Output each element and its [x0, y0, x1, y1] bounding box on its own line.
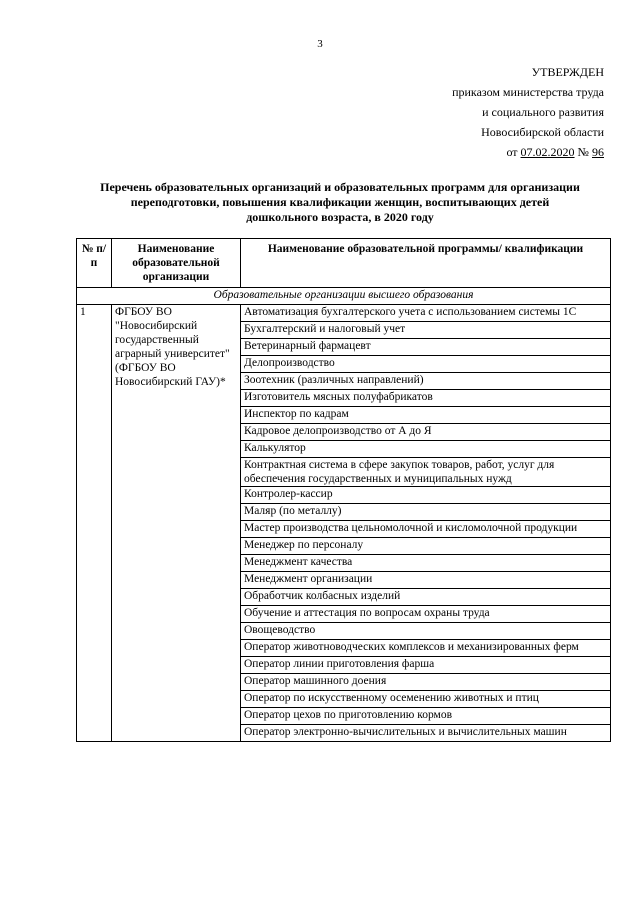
- order-number: 96: [592, 145, 604, 159]
- title-line: дошкольного возраста, в 2020 году: [246, 210, 434, 224]
- row-number: 1: [77, 305, 112, 742]
- document-title: [70, 180, 610, 225]
- table-row: [77, 305, 611, 322]
- approval-line: УТВЕРЖДЕН: [531, 65, 604, 79]
- approval-date-line: [452, 142, 604, 162]
- program-cell: Обработчик колбасных изделий: [241, 589, 611, 606]
- approval-line: и социального развития: [482, 105, 604, 119]
- approval-line: приказом министерства труда: [452, 85, 604, 99]
- program-cell: Менеджмент организации: [241, 572, 611, 589]
- header-program: Наименование образовательной программы/ квалификации: [241, 239, 611, 288]
- program-cell: Ветеринарный фармацевт: [241, 339, 611, 356]
- program-cell: Обучение и аттестация по вопросам охраны труда: [241, 606, 611, 623]
- program-cell: Маляр (по металлу): [241, 504, 611, 521]
- program-cell: Оператор цехов по приготовлению кормов: [241, 708, 611, 725]
- program-cell: Делопроизводство: [241, 356, 611, 373]
- program-cell: Оператор линии приготовления фарша: [241, 657, 611, 674]
- program-cell: Оператор машинного доения: [241, 674, 611, 691]
- program-cell: Автоматизация бухгалтерского учета с использованием системы 1С: [241, 305, 611, 322]
- program-cell: Мастер производства цельномолочной и кисломолочной продукции: [241, 521, 611, 538]
- program-cell: Овощеводство: [241, 623, 611, 640]
- program-cell: Зоотехник (различных направлений): [241, 373, 611, 390]
- program-cell: Контрактная система в сфере закупок товаров, работ, услуг для обеспечения государственных и муниципальных нужд: [241, 458, 611, 487]
- program-cell: Оператор электронно-вычислительных и вычислительных машин: [241, 725, 611, 742]
- program-cell: Изготовитель мясных полуфабрикатов: [241, 390, 611, 407]
- program-cell: Инспектор по кадрам: [241, 407, 611, 424]
- section-title: Образовательные организации высшего образования: [77, 288, 611, 305]
- organization-name: ФГБОУ ВО "Новосибирский государственный аграрный университет" (ФГБОУ ВО Новосибирский ГАУ)*: [112, 305, 241, 742]
- program-cell: Калькулятор: [241, 441, 611, 458]
- programs-table: [76, 238, 611, 742]
- date-prefix: от: [506, 145, 521, 159]
- program-cell: Оператор по искусственному осеменению животных и птиц: [241, 691, 611, 708]
- section-row: [77, 288, 611, 305]
- title-line: переподготовки, повышения квалификации женщин, воспитывающих детей: [130, 195, 550, 209]
- approval-stamp: [452, 62, 604, 162]
- order-date: 07.02.2020: [520, 145, 575, 159]
- title-line: Перечень образовательных организаций и образовательных программ для организации: [100, 180, 580, 194]
- program-cell: Бухгалтерский и налоговый учет: [241, 322, 611, 339]
- approval-line: Новосибирской области: [481, 125, 604, 139]
- header-number: № п/п: [77, 239, 112, 288]
- program-cell: Оператор животноводческих комплексов и механизированных ферм: [241, 640, 611, 657]
- program-cell: Менеджер по персоналу: [241, 538, 611, 555]
- program-cell: Контролер-кассир: [241, 487, 611, 504]
- table-header-row: [77, 239, 611, 288]
- program-cell: Кадровое делопроизводство от А до Я: [241, 424, 611, 441]
- header-organization: Наименование образовательной организации: [112, 239, 241, 288]
- page-number: 3: [317, 38, 323, 50]
- program-cell: Менеджмент качества: [241, 555, 611, 572]
- number-prefix: №: [574, 145, 592, 159]
